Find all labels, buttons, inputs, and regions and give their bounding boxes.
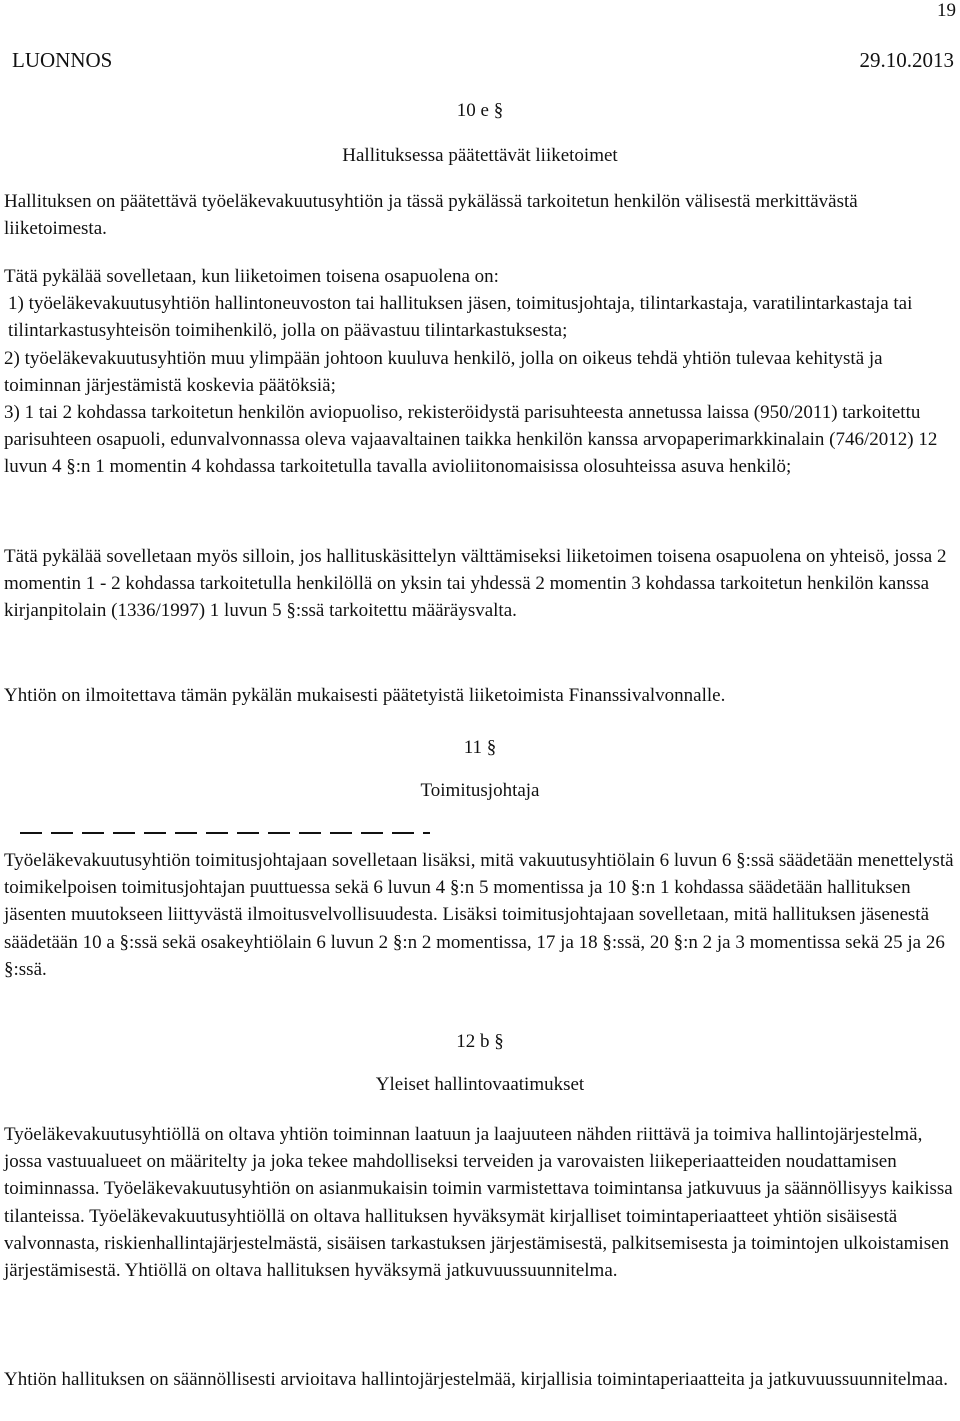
section-10e-title: Hallituksessa päätettävät liiketoimet	[342, 145, 618, 166]
section-10e-paragraph-1: Hallituksen on päätettävä työeläkevakuutusyhtiön ja tässä pykälässä tarkoitetun henkilön välisestä merkittävästä liiketoimesta.	[4, 191, 858, 240]
list-item-1: 1) työeläkevakuutusyhtiön hallintoneuvoston tai hallituksen jäsen, toimitusjohtaja, tilintarkastaja, varatilintarkastaja tai tilintarkastusyhteisön toimihenkilö, jolla on päävastuu tilintarkastuksesta;	[8, 293, 913, 342]
section-10e-intro: Tätä pykälää sovelletaan, kun liiketoimen toisena osapuolena on:	[4, 266, 499, 287]
section-11-title: Toimitusjohtaja	[420, 780, 540, 801]
document-date: 29.10.2013	[859, 48, 954, 72]
section-10e-paragraph-4: Yhtiön on ilmoitettava tämän pykälän mukaisesti päätetyistä liiketoimista Finanssivalvonnalle.	[4, 685, 726, 706]
section-10e-number: 10 e §	[456, 100, 504, 121]
page-number: 19	[937, 0, 956, 21]
section-12b-paragraph-2: Yhtiön hallituksen on säännöllisesti arvioitava hallintojärjestelmää, kirjallisia toimintaperiaatteita ja jatkuvuussuunnitelmaa.	[4, 1369, 948, 1390]
section-10e-paragraph-3: Tätä pykälää sovelletaan myös silloin, jos hallituskäsittelyn välttämiseksi liiketoimen toisena osapuolena on yhteisö, jossa 2 momentin 1 - 2 kohdassa tarkoitetulla henkilöllä on yksin tai yhdessä 2 momentin 3 kohdassa tarkoitetun henkilön kanssa kirjanpitolain (1336/1997) 1 luvun 5 §:ssä tarkoitettu määräysvalta.	[4, 546, 947, 622]
section-10e-paragraph-2	[4, 263, 959, 481]
section-11-number: 11 §	[463, 737, 497, 758]
section-12b-number: 12 b §	[456, 1031, 504, 1052]
section-11-paragraph-1: Työeläkevakuutusyhtiön toimitusjohtajaan sovelletaan lisäksi, mitä vakuutusyhtiölain 6 luvun 6 §:ssä säädetään menettelystä toimikelpoisen toimitusjohtajan puuttuessa sekä 6 luvun 4 §:n 5 momentissa ja 10 §:n 1 kohdassa säädetään hallituksen jäsenten muutokseen liittyvästä ilmoitusvelvollisuudesta. Lisäksi toimitusjohtajaan sovelletaan, mitä hallituksen jäsenestä säädetään 10 a §:ssä sekä osakeyhtiölain 6 luvun 2 §:n 2 momentissa, 17 ja 18 §:ssä, 20 §:n 2 ja 3 momentissa sekä 25 ja 26 §:ssä.	[4, 850, 954, 980]
list-item-2: 2) työeläkevakuutusyhtiön muu ylimpään johtoon kuuluva henkilö, jolla on oikeus tehdä yhtiön tulevaa kehitystä ja toiminnan järjestämistä koskevia päätöksiä;	[4, 347, 883, 396]
list-item-3: 3) 1 tai 2 kohdassa tarkoitetun henkilön aviopuoliso, rekisteröidystä parisuhteesta annetussa laissa (950/2011) tarkoitettu parisuhteen osapuoli, edunvalvonnassa oleva vajaavaltainen taikka henkilön kanssa arvopaperimarkkinalain (746/2012) 12 luvun 4 §:n 1 momentin 4 kohdassa tarkoitetulla tavalla avioliitonomaisissa olosuhteissa asuva henkilö;	[4, 402, 938, 478]
section-12b-title: Yleiset hallintovaatimukset	[375, 1074, 585, 1095]
draft-label: LUONNOS	[12, 48, 113, 72]
section-12b-paragraph-1: Työeläkevakuutusyhtiöllä on oltava yhtiön toiminnan laatuun ja laajuuteen nähden riittävä ja toimiva hallintojärjestelmä, jossa vastuualueet on määritelty ja joka tekee mahdolliseksi terveiden ja varovaisten liikeperiaatteiden noudattamisen toiminnassa. Työeläkevakuutusyhtiön on asianmukaisin toimin varmistettava toimintansa jatkuvuus ja säännöllisyys kaikissa tilanteissa. Työeläkevakuutusyhtiöllä on oltava hallituksen hyväksymät kirjalliset toimintaperiaatteet yhtiön sisäisestä valvonnasta, riskienhallintajärjestelmästä, sisäisen tarkastuksen järjestämisestä, palkitsemisesta ja toimintojen ulkoistamisen järjestämisestä. Yhtiöllä on oltava hallituksen hyväksymä jatkuvuussuunnitelma.	[4, 1124, 953, 1282]
omission-dash-line	[20, 832, 430, 834]
